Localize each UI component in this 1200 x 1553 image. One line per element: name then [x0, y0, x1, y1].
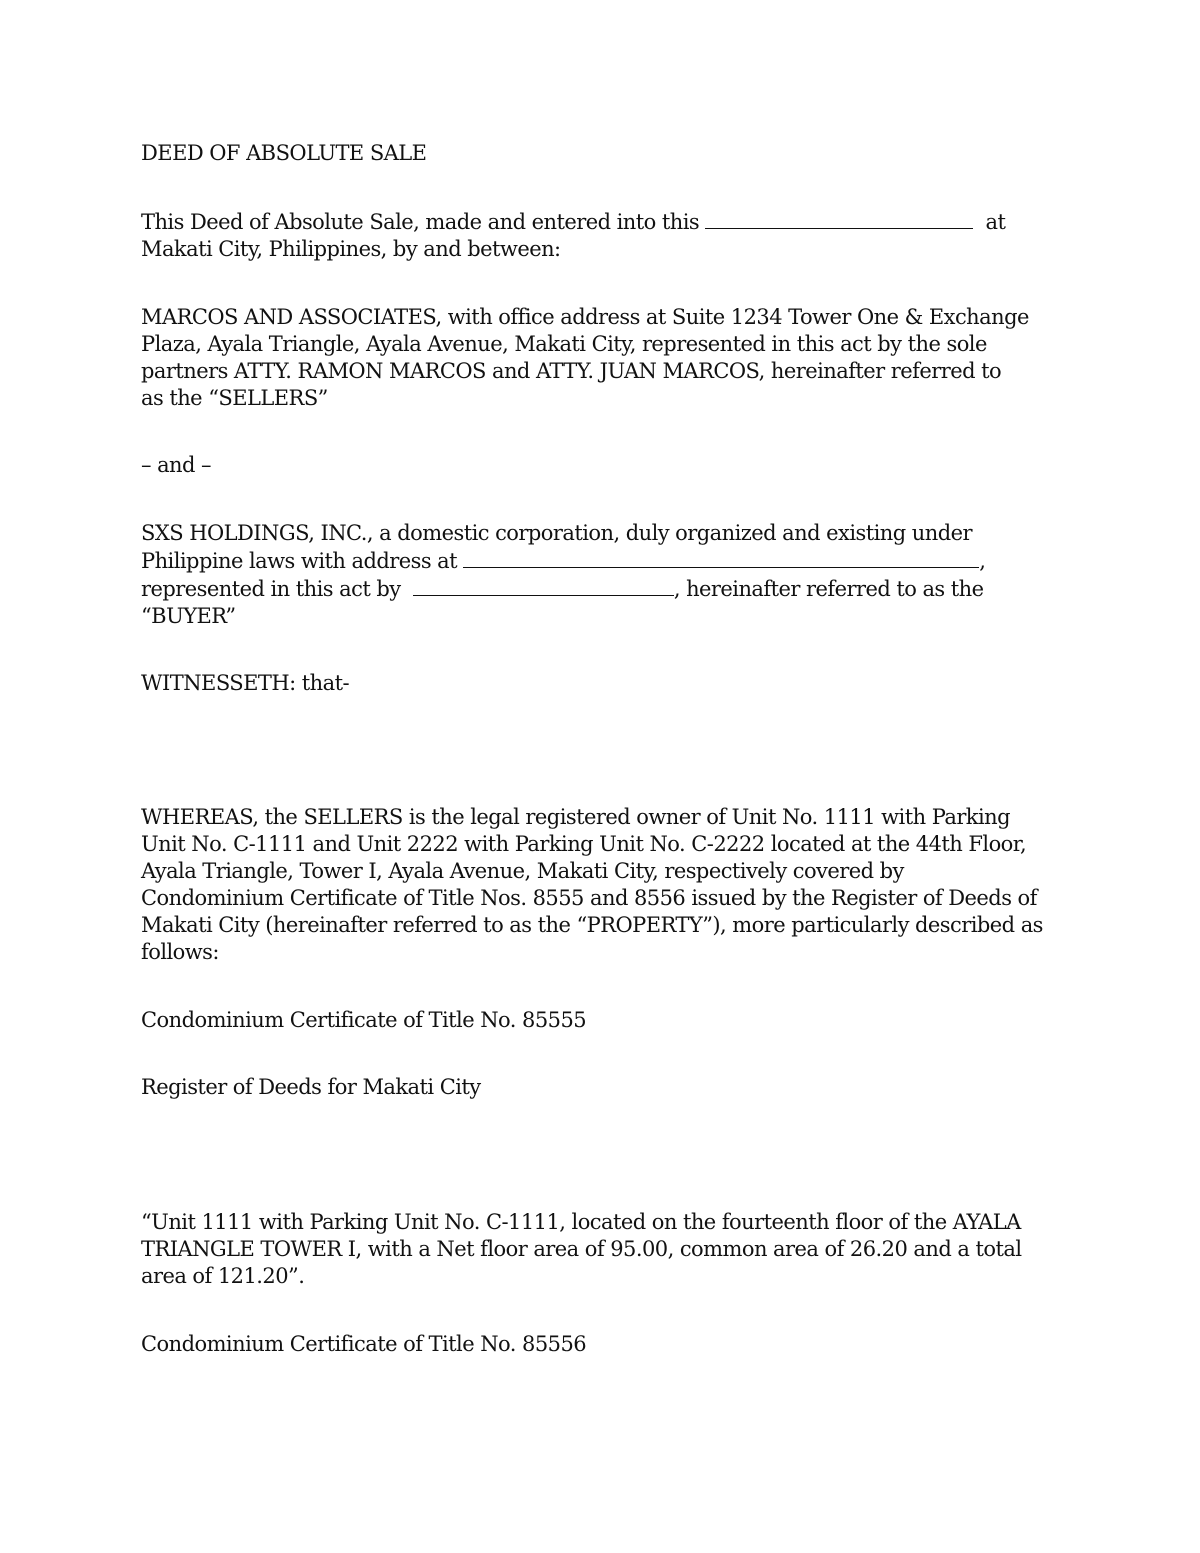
register-of-deeds: Register of Deeds for Makati City	[141, 1075, 481, 1099]
sellers-line-1: MARCOS AND ASSOCIATES, with office address at Suite 1234 Tower One & Exchange	[141, 305, 1029, 329]
whereas-paragraph	[141, 804, 1071, 966]
whereas-line-1: WHEREAS, the SELLERS is the legal registered owner of Unit No. 1111 with Parking	[141, 805, 1011, 829]
whereas-line-6: follows:	[141, 940, 219, 964]
cct-1-heading: Condominium Certificate of Title No. 85555	[141, 1008, 587, 1032]
buyer-line-4: “BUYER”	[141, 604, 236, 628]
intro-paragraph	[141, 208, 1071, 263]
buyer-line-2	[141, 547, 1071, 575]
buyer-address-comma: ,	[979, 549, 986, 573]
whereas-line-3: Ayala Triangle, Tower I, Ayala Avenue, Makati City, respectively covered by	[141, 859, 904, 883]
buyer-line-1: SXS HOLDINGS, INC., a domestic corporation, duly organized and existing under	[141, 521, 972, 545]
sellers-line-2: Plaza, Ayala Triangle, Ayala Avenue, Makati City, represented in this act by the sole	[141, 332, 987, 356]
intro-line-2: Makati City, Philippines, by and between:	[141, 237, 561, 261]
representative-blank	[413, 575, 674, 596]
whereas-line-2: Unit No. C-1111 and Unit 2222 with Parking Unit No. C-2222 located at the 44th Floor,	[141, 832, 1027, 856]
document-title: DEED OF ABSOLUTE SALE	[141, 141, 427, 165]
address-blank	[463, 547, 979, 568]
buyer-paragraph	[141, 520, 1071, 630]
unit-description-line-1: “Unit 1111 with Parking Unit No. C-1111, located on the fourteenth floor of the AYALA	[141, 1210, 1021, 1234]
buyer-referred-text: , hereinafter referred to as the	[673, 577, 984, 601]
whereas-line-4: Condominium Certificate of Title Nos. 8555 and 8556 issued by the Register of Deeds of	[141, 886, 1037, 910]
intro-line-1	[141, 208, 1071, 236]
buyer-representative-text: represented in this act by	[141, 577, 401, 601]
intro-text: This Deed of Absolute Sale, made and entered into this	[141, 210, 700, 234]
buyer-line-3	[141, 575, 1071, 603]
sellers-line-3: partners ATTY. RAMON MARCOS and ATTY. JUAN MARCOS, hereinafter referred to	[141, 359, 1002, 383]
buyer-address-text: Philippine laws with address at	[141, 549, 458, 573]
unit-description	[141, 1209, 1071, 1290]
sellers-paragraph	[141, 304, 1071, 412]
intro-at: at	[985, 210, 1006, 234]
unit-description-line-2: TRIANGLE TOWER I, with a Net floor area of 95.00, common area of 26.20 and a total	[141, 1237, 1022, 1261]
whereas-line-5: Makati City (hereinafter referred to as the “PROPERTY”), more particularly described as	[141, 913, 1043, 937]
and-separator: – and –	[141, 453, 211, 477]
sellers-line-4: as the “SELLERS”	[141, 386, 328, 410]
date-blank	[705, 208, 973, 229]
witnesseth-heading: WITNESSETH: that-	[141, 671, 350, 695]
cct-2-heading: Condominium Certificate of Title No. 85556	[141, 1332, 587, 1356]
unit-description-line-3: area of 121.20”.	[141, 1264, 305, 1288]
